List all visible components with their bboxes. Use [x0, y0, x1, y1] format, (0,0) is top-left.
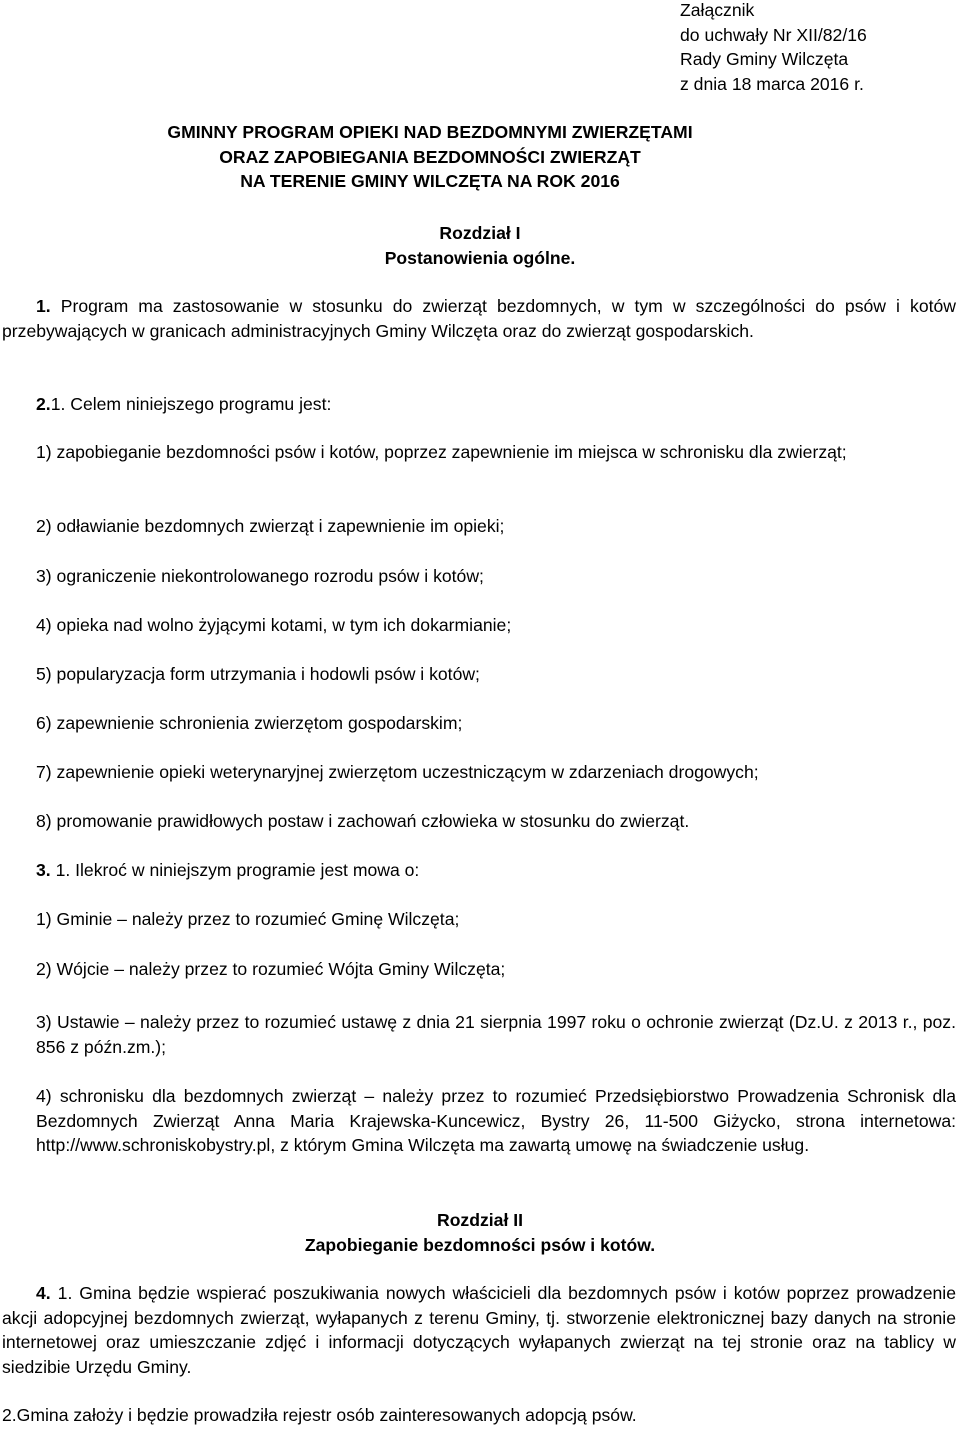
section-text: Program ma zastosowanie w stosunku do zwierząt bezdomnych, w tym w szczególności do psów i kotów przebywających w granicach administracyjnych Gminy Wilczęta oraz do zwierząt gospodarskich. — [2, 296, 956, 341]
chapter-subtitle: Postanowienia ogólne. — [384, 247, 576, 268]
list-item: 4) opieka nad wolno żyjącymi kotami, w tym ich dokarmianie; — [36, 615, 512, 635]
list-item: 2) odławianie bezdomnych zwierząt i zapewnienie im opieki; — [36, 516, 505, 536]
document-title — [60, 120, 922, 194]
section-number: 1. — [36, 296, 51, 316]
title-line: GMINNY PROGRAM OPIEKI NAD BEZDOMNYMI ZWIERZĘTAMI — [167, 122, 693, 142]
definition-item: 4) schronisku dla bezdomnych zwierząt – należy przez to rozumieć Przedsiębiorstwo Prowadzenia Schronisk dla Bezdomnych Zwierząt Anna Maria Krajewska-Kuncewicz, Bystry 26, 11-500 Giżycko, strona internetowa: http://www.schroniskobystry.pl, z którym Gmina Wilczęta ma zawartą umowę na świadczenie usług. — [36, 1086, 956, 1155]
list-item: 1) zapobieganie bezdomności psów i kotów, poprzez zapewnienie im miejsca w schronisku dla zwierząt; — [36, 442, 847, 462]
chapter-2-heading — [0, 1208, 960, 1257]
section-2-intro — [2, 392, 956, 417]
attachment-line: Załącznik — [680, 0, 755, 20]
section-intro: 1. Celem niniejszego programu jest: — [50, 394, 332, 414]
section-3-intro — [2, 858, 956, 883]
list-item: 8) promowanie prawidłowych postaw i zachowań człowieka w stosunku do zwierząt. — [36, 811, 690, 831]
attachment-note — [680, 0, 958, 96]
list-item: 5) popularyzacja form utrzymania i hodowli psów i kotów; — [36, 664, 480, 684]
section-1 — [2, 294, 956, 343]
chapter-title: Rozdział II — [436, 1210, 524, 1230]
title-line: ORAZ ZAPOBIEGANIA BEZDOMNOŚCI ZWIERZĄT — [219, 146, 641, 167]
list-item: 6) zapewnienie schronienia zwierzętom gospodarskim; — [36, 713, 463, 733]
section-number: 3. — [36, 860, 51, 880]
section-4 — [2, 1281, 956, 1379]
section-number: 4. — [36, 1283, 51, 1303]
attachment-line: Rady Gminy Wilczęta — [680, 49, 849, 69]
list-item: 3) ograniczenie niekontrolowanego rozrodu psów i kotów; — [36, 566, 484, 586]
chapter-1-heading — [0, 221, 960, 270]
attachment-line: z dnia 18 marca 2016 r. — [680, 73, 864, 94]
section-4-point-2: 2.Gmina założy i będzie prowadziła rejestr osób zainteresowanych adopcją psów. — [2, 1405, 637, 1425]
chapter-title: Rozdział I — [439, 223, 521, 243]
section-text: 1. Gmina będzie wspierać poszukiwania nowych właścicieli dla bezdomnych psów i kotów poprzez prowadzenie akcji adopcyjnej bezdomnych zwierząt, wyłapanych z terenu Gminy, tj. stworzenie elektronicznej bazy danych na stronie internetowej oraz umieszczanie zdjęć i informacji dotyczących wyłapanych zwierząt na tej stronie oraz na tablicy w siedzibie Urzędu Gminy. — [2, 1283, 956, 1377]
list-item: 7) zapewnienie opieki weterynaryjnej zwierzętom uczestniczącym w zdarzeniach drogowych; — [36, 762, 759, 782]
title-line: NA TERENIE GMINY WILCZĘTA NA ROK 2016 — [240, 171, 620, 191]
chapter-subtitle: Zapobieganie bezdomności psów i kotów. — [304, 1234, 656, 1255]
definition-item: 2) Wójcie – należy przez to rozumieć Wójta Gminy Wilczęta; — [36, 959, 506, 979]
section-intro: 1. Ilekroć w niniejszym programie jest mowa o: — [55, 860, 420, 880]
definition-item: 1) Gminie – należy przez to rozumieć Gminę Wilczęta; — [36, 909, 460, 929]
attachment-line: do uchwały Nr XII/82/16 — [680, 24, 867, 45]
definition-item: 3) Ustawie – należy przez to rozumieć ustawę z dnia 21 sierpnia 1997 roku o ochronie zwierząt (Dz.U. z 2013 r., poz. 856 z późn.zm.); — [36, 1012, 956, 1057]
section-number: 2. — [36, 394, 51, 414]
